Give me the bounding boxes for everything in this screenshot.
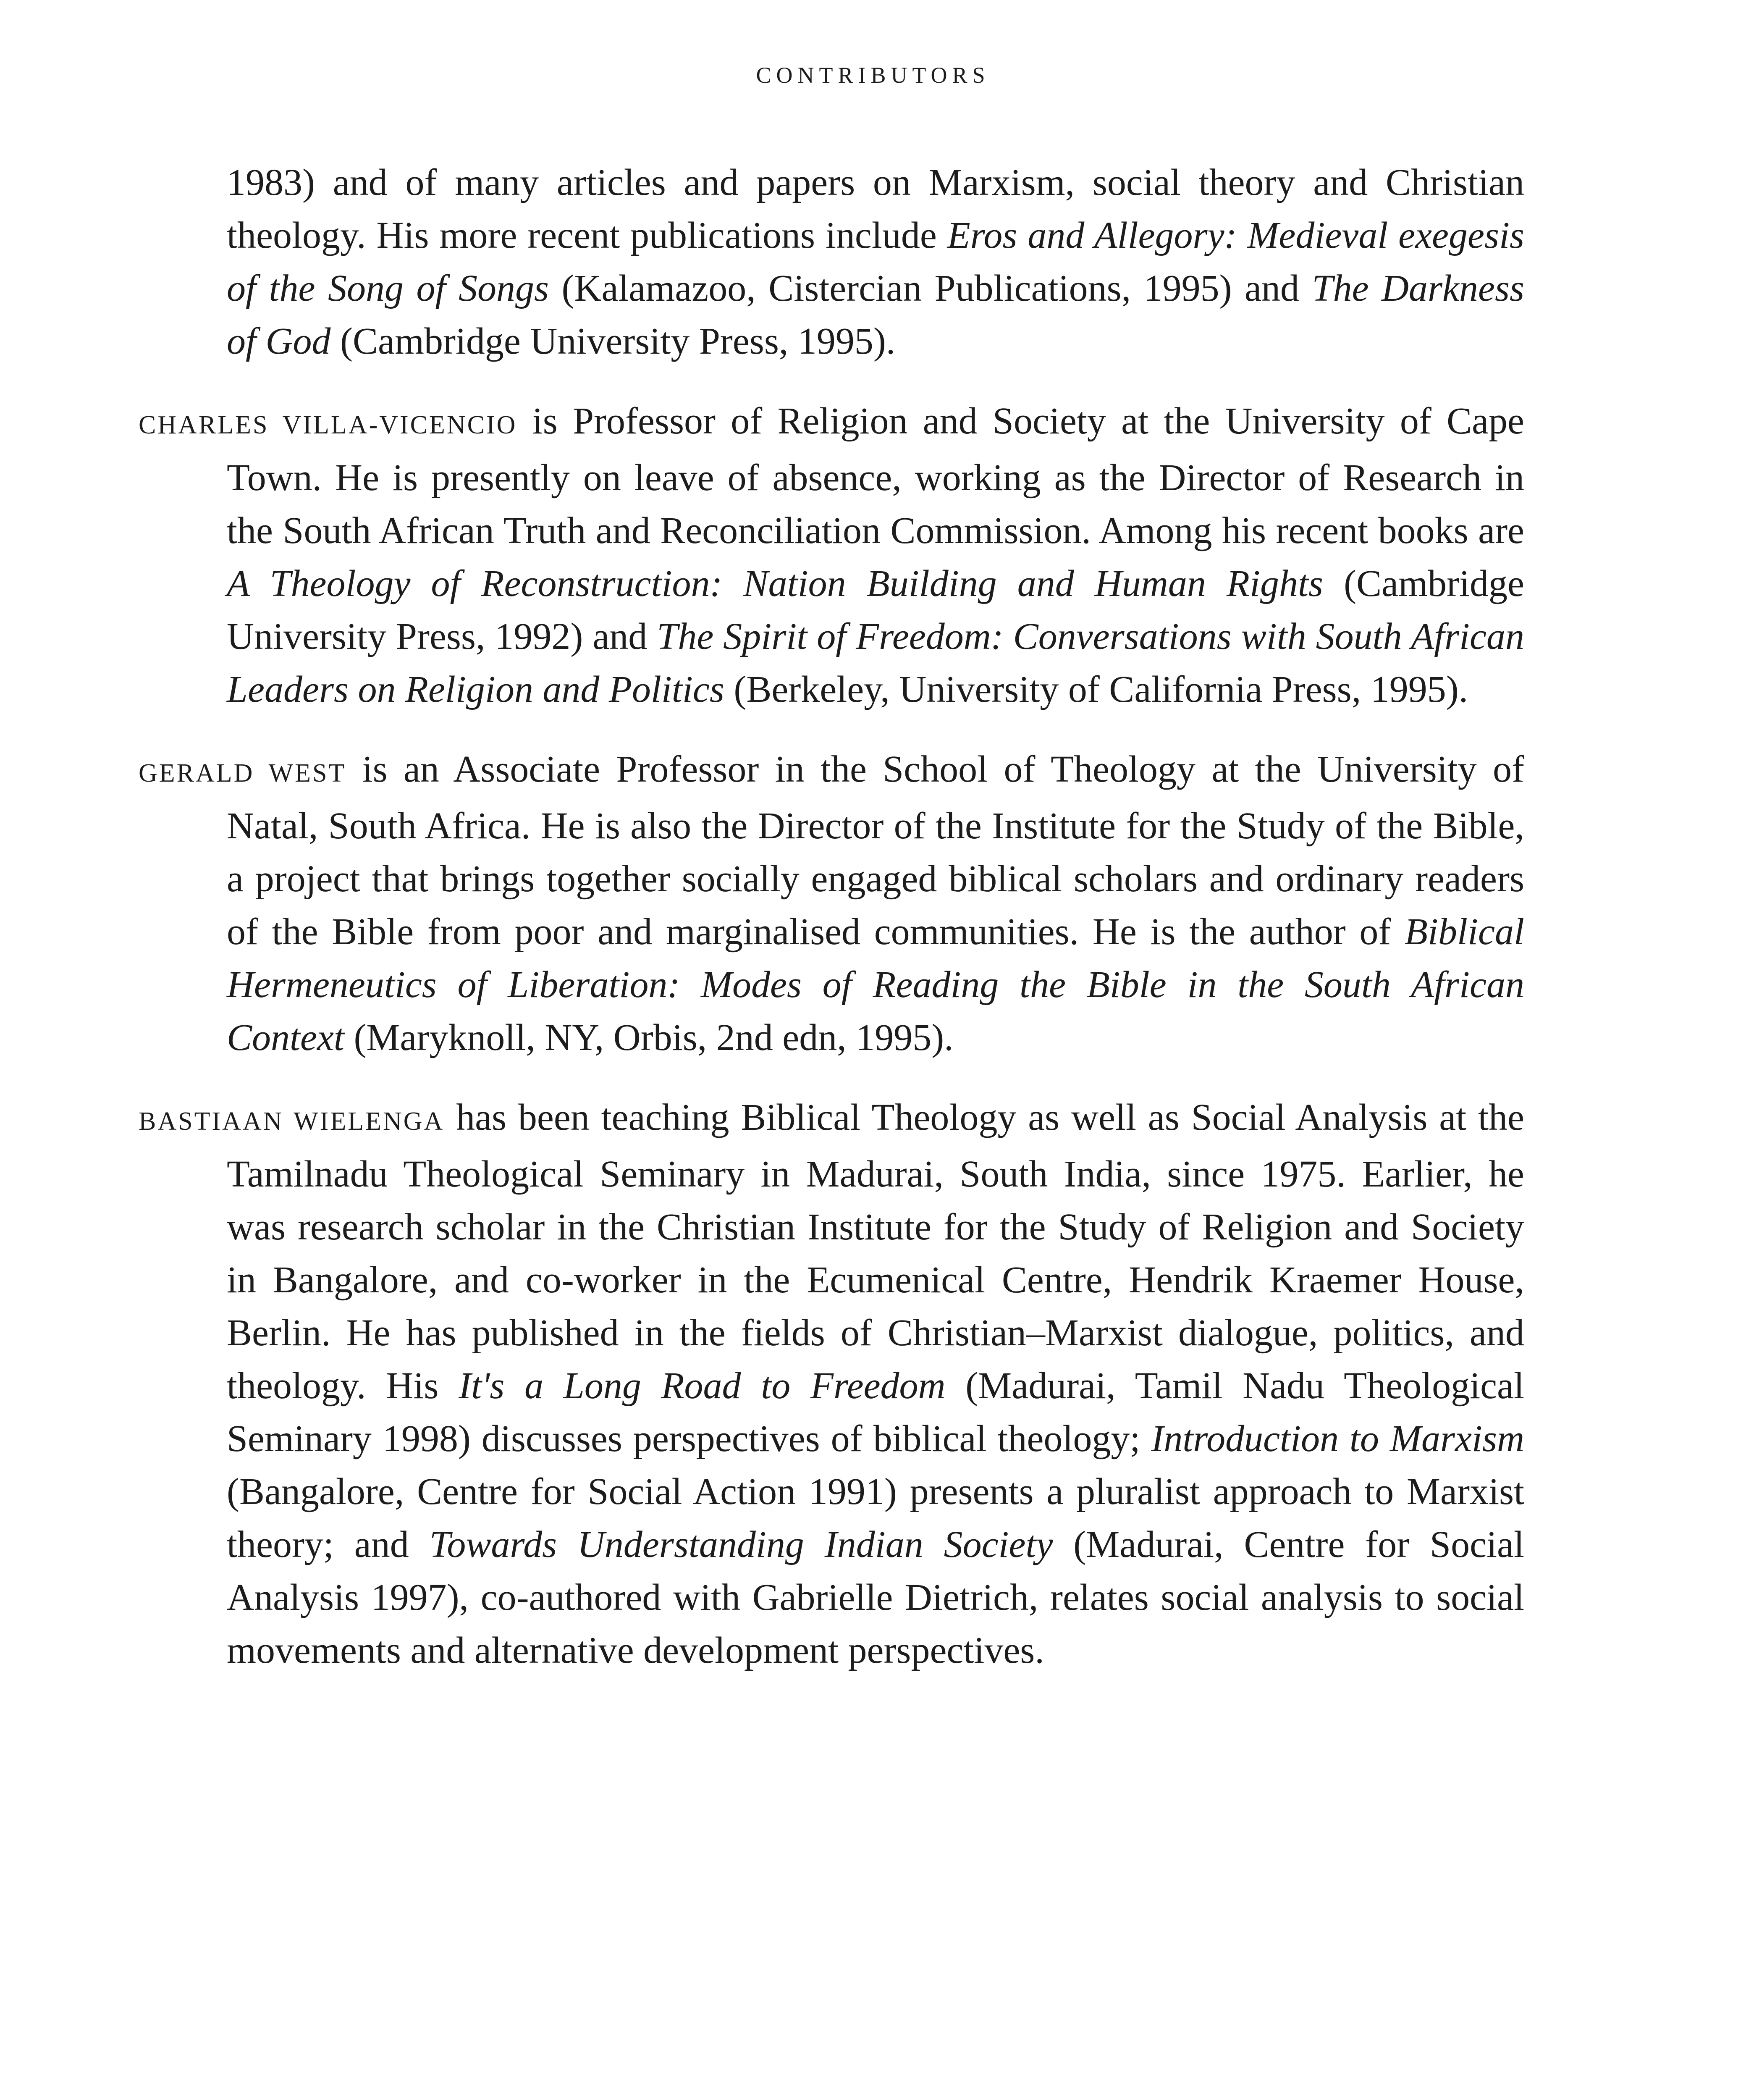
entry-text: (Cambridge University Press, 1995). (330, 320, 896, 362)
book-title: Towards Understanding Indian Society (429, 1524, 1053, 1565)
entry-text: (Kalamazoo, Cistercian Publications, 1995) and (548, 268, 1312, 309)
contributor-entry-continued (139, 156, 1524, 368)
book-title: A Theology of Reconstruction: Nation Building and Human Rights (227, 563, 1324, 604)
entry-text: is Professor of Religion and Society at the University of Cape Town. He is presently on leave of absence, working as the Director of Research in the South African Truth and Reconciliation Commission. Among his recent books are (227, 400, 1524, 551)
book-title: Eros and Allegory: Medieval exegesis of the Song of Songs (227, 215, 1524, 309)
entry-text: (Berkeley, University of California Press, 1995). (724, 669, 1468, 710)
book-title: The Darkness of God (227, 268, 1524, 362)
contributor-entry-west (139, 743, 1524, 1064)
entry-text: has been teaching Biblical Theology as well as Social Analysis at the Tamilnadu Theological Seminary in Madurai, South India, since 1975. Earlier, he was research scholar in the Christian Institute for the Study of Religion and Society in Bangalore, and co-worker in the Ecumenical Centre, Hendrik Kraemer House, Berlin. He has published in the fields of Christian–Marxist dialogue, politics, and theology. His (227, 1097, 1525, 1407)
book-title: The Spirit of Freedom: Conversations with South African Leaders on Religion and Politics (227, 616, 1524, 710)
entry-text: (Bangalore, Centre for Social Action 1991) presents a pluralist approach to Marxist theory; and (227, 1471, 1524, 1565)
entry-text: (Madurai, Tamil Nadu Theological Seminary 1998) discusses perspectives of biblical theology; (227, 1365, 1524, 1460)
contributor-entry-villa-vicencio (139, 395, 1524, 716)
entry-text: (Madurai, Centre for Social Analysis 1997), co-authored with Gabrielle Dietrich, relates social analysis to social movements and alternative development perspectives. (227, 1524, 1524, 1671)
entry-text: (Maryknoll, NY, Orbis, 2nd edn, 1995). (344, 1017, 954, 1058)
book-title: It's a Long Road to Freedom (459, 1365, 946, 1407)
entry-text: (Cambridge University Press, 1992) and (227, 563, 1525, 657)
book-title: Biblical Hermeneutics of Liberation: Modes of Reading the Bible in the South African Context (227, 911, 1524, 1058)
contributors-list (139, 156, 1524, 1704)
entry-text: 1983) and of many articles and papers on Marxism, social theory and Christian theology. His more recent publications include (227, 162, 1524, 256)
contributor-name: BASTIAAN WIELENGA (139, 1107, 445, 1136)
contributor-name: CHARLES VILLA-VICENCIO (139, 411, 517, 439)
entry-text: is an Associate Professor in the School of Theology at the University of Natal, South Africa. He is also the Director of the Institute for the Study of the Bible, a project that brings together socially engaged biblical scholars and ordinary readers of the Bible from poor and marginalised communities. He is the author of (227, 748, 1525, 953)
running-head: CONTRIBUTORS (756, 63, 990, 88)
book-title: Introduction to Marxism (1151, 1418, 1524, 1460)
contributor-entry-wielenga (139, 1091, 1524, 1677)
contributor-name: GERALD WEST (139, 759, 346, 788)
